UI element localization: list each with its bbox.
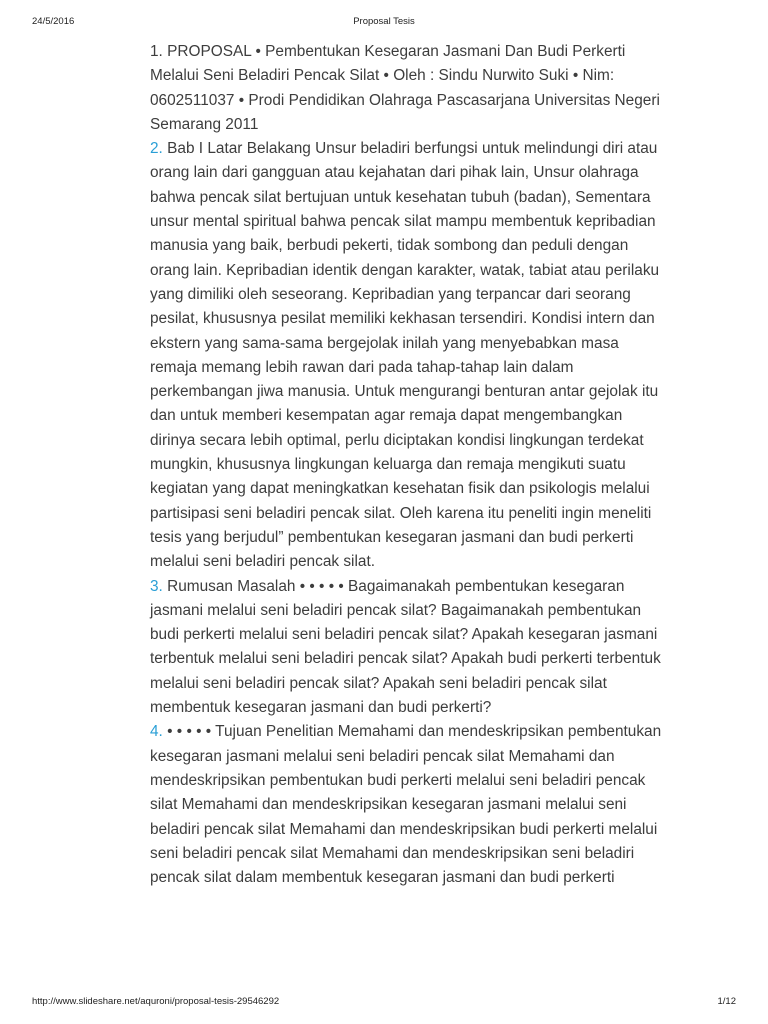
slide-text: Bab I Latar Belakang Unsur beladiri berfungsi untuk melindungi diri atau orang lain dari gangguan atau kejahatan dari pihak lain, Unsur olahraga bahwa pencak silat bertujuan untuk kesehatan tubuh (badan), Sementara unsur mental spiritual bahwa pencak silat mampu membentuk kepribadian manusia yang baik, berbudi pekerti, tidak sombong dan peduli dengan orang lain. Kepribadian identik dengan karakter, watak, tabiat atau perilaku yang dimiliki oleh seseorang. Kepribadian yang terpancar dari seorang pesilat, khususnya pesilat memiliki kekhasan tersendiri. Kondisi intern dan ekstern yang sama-sama bergejolak inilah yang menyebabkan masa remaja memang lebih rawan dari pada tahap-tahap lain dalam perkembangan jiwa manusia. Untuk mengurangi benturan antar gejolak itu dan untuk memberi kesempatan agar remaja dapat mengembangkan dirinya secara lebih optimal, perlu diciptakan kondisi lingkungan terdekat mungkin, khususnya lingkungan keluarga dan remaja mengikuti suatu kegiatan yang dapat meningkatkan kesehatan fisik dan psikologis melalui partisipasi seni beladiri pencak silat. Oleh karena itu peneliti ingin meneliti tesis yang berjudul” pembentukan kesegaran jasmani dan budi perkerti melalui seni beladiri pencak silat. bbox=[150, 140, 660, 571]
print-footer bbox=[32, 996, 736, 1010]
slide-paragraph-2 bbox=[150, 137, 670, 574]
slide-text: 1. PROPOSAL • Pembentukan Kesegaran Jasmani Dan Budi Perkerti Melalui Seni Beladiri Pencak Silat • Oleh : Sindu Nurwito Suki • Nim: 0602511037 • Prodi Pendidikan Olahraga Pascasarjana Universitas Negeri Semarang 2011 bbox=[150, 43, 660, 133]
slide-paragraph-4 bbox=[150, 720, 670, 890]
print-date: 24/5/2016 bbox=[32, 16, 75, 27]
slide-text: • • • • • Tujuan Penelitian Memahami dan mendeskripsikan pembentukan kesegaran jasmani melalui seni beladiri pencak silat Memahami dan mendeskripsikan pembentukan budi perkerti melalui seni beladiri pencak silat Memahami dan mendeskripsikan kesegaran jasmani melalui seni beladiri pencak silat Memahami dan mendeskripsikan budi perkerti melalui seni beladiri pencak silat Memahami dan mendeskripsikan seni beladiri pencak silat dalam membentuk kesegaran jasmani dan budi perkerti bbox=[150, 723, 662, 887]
page-title: Proposal Tesis bbox=[353, 16, 415, 27]
page-number: 1/12 bbox=[717, 996, 736, 1007]
slide-paragraph-1 bbox=[150, 40, 670, 137]
slide-number[interactable]: 2. bbox=[150, 140, 163, 158]
slide-text: Rumusan Masalah • • • • • Bagaimanakah pembentukan kesegaran jasmani melalui seni beladiri pencak silat? Bagaimanakah pembentukan budi perkerti melalui seni beladiri pencak silat? Apakah kesegaran jasmani terbentuk melalui seni beladiri pencak silat? Apakah budi perkerti terbentuk melalui seni beladiri pencak silat? Apakah seni beladiri pencak silat membentuk kesegaran jasmani dan budi perkerti? bbox=[150, 577, 661, 717]
document-body bbox=[150, 40, 670, 890]
source-url: http://www.slideshare.net/aquroni/proposal-tesis-29546292 bbox=[32, 996, 280, 1007]
print-header bbox=[32, 16, 736, 30]
slide-paragraph-3 bbox=[150, 575, 670, 721]
slide-number[interactable]: 3. bbox=[150, 577, 163, 595]
slide-number[interactable]: 4. bbox=[150, 723, 163, 741]
